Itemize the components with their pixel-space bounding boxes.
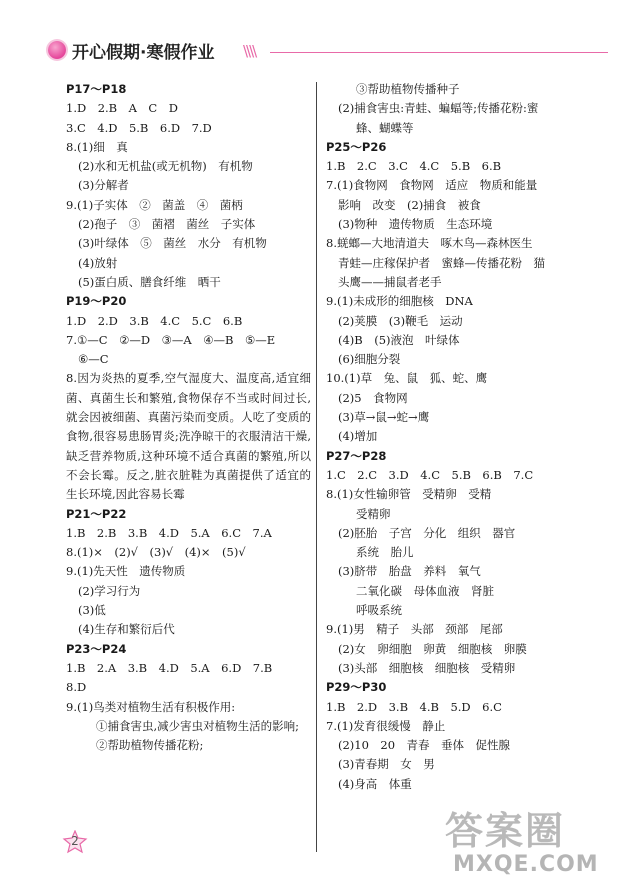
page-number-badge xyxy=(62,830,88,854)
answer-line: 二氧化碳 母体血液 肾脏 xyxy=(356,583,494,598)
answer-line: (2)5 食物网 xyxy=(338,390,408,405)
answer-line: (4)身高 体重 xyxy=(338,776,412,791)
answer-line: (3)脐带 胎盘 养料 氧气 xyxy=(338,564,481,579)
answer-line: (2)胚胎 子宫 分化 组织 器官 xyxy=(338,525,516,540)
answer-line: (3)低 xyxy=(78,603,106,618)
answer-line: 8.(1)细 真 xyxy=(66,139,128,154)
answer-line: 系统 胎儿 xyxy=(356,545,414,560)
answer-line: 1.D 2.D 3.B 4.C 5.C 6.B xyxy=(66,313,243,328)
answer-line: 9.(1)子实体 ② 菌盖 ④ 菌柄 xyxy=(66,197,243,212)
answer-line: 1.B 2.D 3.B 4.B 5.D 6.C xyxy=(326,699,502,714)
answer-line: 3.C 4.D 5.B 6.D 7.D xyxy=(66,120,212,135)
page-number: 2 xyxy=(71,834,79,848)
answer-line: (2)女 卵细胞 卵黄 细胞核 卵膜 xyxy=(338,641,527,656)
right-column xyxy=(326,80,571,794)
section-heading: P17～P18 xyxy=(66,82,127,96)
section-heading: P27～P28 xyxy=(326,448,387,463)
left-column xyxy=(66,80,311,755)
answer-line: (3)头部 细胞核 细胞核 受精卵 xyxy=(338,660,516,675)
answer-line: (3)叶绿体 ⑤ 菌丝 水分 有机物 xyxy=(78,236,267,251)
answer-line: (4)增加 xyxy=(338,429,378,444)
page-header xyxy=(48,38,608,62)
answer-line: 9.(1)未成形的细胞核 DNA xyxy=(326,294,473,309)
answer-line: (3)物种 遗传物质 生态环境 xyxy=(338,217,493,232)
answer-line: (4)放射 xyxy=(78,255,118,270)
pink-dot-icon xyxy=(48,41,66,59)
section-heading: P23～P24 xyxy=(66,641,127,656)
section-heading: P29～P30 xyxy=(326,680,387,695)
answer-line: (3)青春期 女 男 xyxy=(338,757,435,772)
answer-line: 7.①—C ②—D ③—A ④—B ⑤—E xyxy=(66,332,276,347)
answer-line: (2)捕食害虫:青蛙、蝙蝠等;传播花粉:蜜 xyxy=(338,101,539,116)
answer-line: 头鹰——捕鼠者老手 xyxy=(338,274,442,289)
answer-paragraph: 8.因为炎热的夏季,空气湿度大、温度高,适宜细菌、真菌生长和繁殖,食物保存不当或时间过长,就会因被细菌、真菌污染而变质。人吃了变质的食物,很容易患肠胃炎;洗净晾干的衣服清洁干燥,缺乏营养物质,这种环境不适合真菌的繁殖,所以不会长霉。反之,脏衣脏鞋为真菌提供了适宜的生长环境,因此容易长霉 xyxy=(66,371,311,502)
answer-line: 8.(1)× (2)√ (3)√ (4)× (5)√ xyxy=(66,545,246,560)
answer-line: (3)草→鼠→蛇→鹰 xyxy=(338,410,430,425)
answer-line: 9.(1)鸟类对植物生活有积极作用: xyxy=(66,699,236,714)
answer-line: ②帮助植物传播花粉; xyxy=(96,738,204,753)
slashes-decoration: \\\\ xyxy=(243,42,256,60)
answer-line: (4)B (5)液泡 叶绿体 xyxy=(338,332,460,347)
answer-line: 1.B 2.B 3.B 4.D 5.A 6.C 7.A xyxy=(66,525,272,540)
answer-line: ⑥—C xyxy=(78,352,109,367)
answer-line: (2)荚膜 (3)鞭毛 运动 xyxy=(338,313,463,328)
answer-line: (2)10 20 青春 垂体 促性腺 xyxy=(338,738,511,753)
answer-line: (3)分解者 xyxy=(78,178,129,193)
answer-line: 9.(1)先天性 遗传物质 xyxy=(66,564,186,579)
watermark-url: MXQE.COM xyxy=(453,852,599,877)
header-rule xyxy=(270,52,608,53)
column-divider xyxy=(316,82,317,852)
answer-line: 影响 改变 (2)捕食 被食 xyxy=(338,197,481,212)
answer-line: 8.D xyxy=(66,680,87,695)
watermark xyxy=(445,800,615,888)
answer-line: 呼吸系统 xyxy=(356,603,402,618)
section-heading: P19～P20 xyxy=(66,294,127,309)
answer-line: (4)生存和繁衍后代 xyxy=(78,622,175,637)
book-title: 开心假期·寒假作业 xyxy=(72,43,215,63)
answer-line: (5)蛋白质、膳食纤维 晒干 xyxy=(78,274,221,289)
answer-line: 7.(1)食物网 食物网 适应 物质和能量 xyxy=(326,178,538,193)
answer-line: ③帮助植物传播种子 xyxy=(356,82,460,96)
answer-line: (2)学习行为 xyxy=(78,583,141,598)
answer-line: 10.(1)草 兔、鼠 狐、蛇、鹰 xyxy=(326,371,488,386)
answer-line: 1.C 2.C 3.D 4.C 5.B 6.B 7.C xyxy=(326,467,534,482)
answer-line: 8.(1)女性输卵管 受精卵 受精 xyxy=(326,487,492,502)
answer-line: 受精卵 xyxy=(356,506,391,521)
answer-line: (2)水和无机盐(或无机物) 有机物 xyxy=(78,159,253,174)
answer-line: 7.(1)发育很缓慢 静止 xyxy=(326,718,446,733)
answer-line: 9.(1)男 精子 头部 颈部 尾部 xyxy=(326,622,503,637)
answer-line: 1.D 2.B A C D xyxy=(66,101,178,116)
watermark-logo: 答案圈 xyxy=(445,809,566,853)
answer-line: 蜂、蝴蝶等 xyxy=(356,120,414,135)
section-heading: P25～P26 xyxy=(326,139,387,154)
answer-line: 1.B 2.C 3.C 4.C 5.B 6.B xyxy=(326,159,502,174)
answer-line: (6)细胞分裂 xyxy=(338,352,401,367)
answer-line: (2)孢子 ③ 菌褶 菌丝 子实体 xyxy=(78,217,256,232)
answer-line: 青蛙—庄稼保护者 蜜蜂—传播花粉 猫 xyxy=(338,255,545,270)
section-heading: P21～P22 xyxy=(66,506,127,521)
answer-line: 1.B 2.A 3.B 4.D 5.A 6.D 7.B xyxy=(66,660,273,675)
answer-paragraph: ①捕食害虫,减少害虫对植物生活的影响; xyxy=(96,718,300,733)
answer-line: 8.蜣螂—大地清道夫 啄木鸟—森林医生 xyxy=(326,236,533,251)
